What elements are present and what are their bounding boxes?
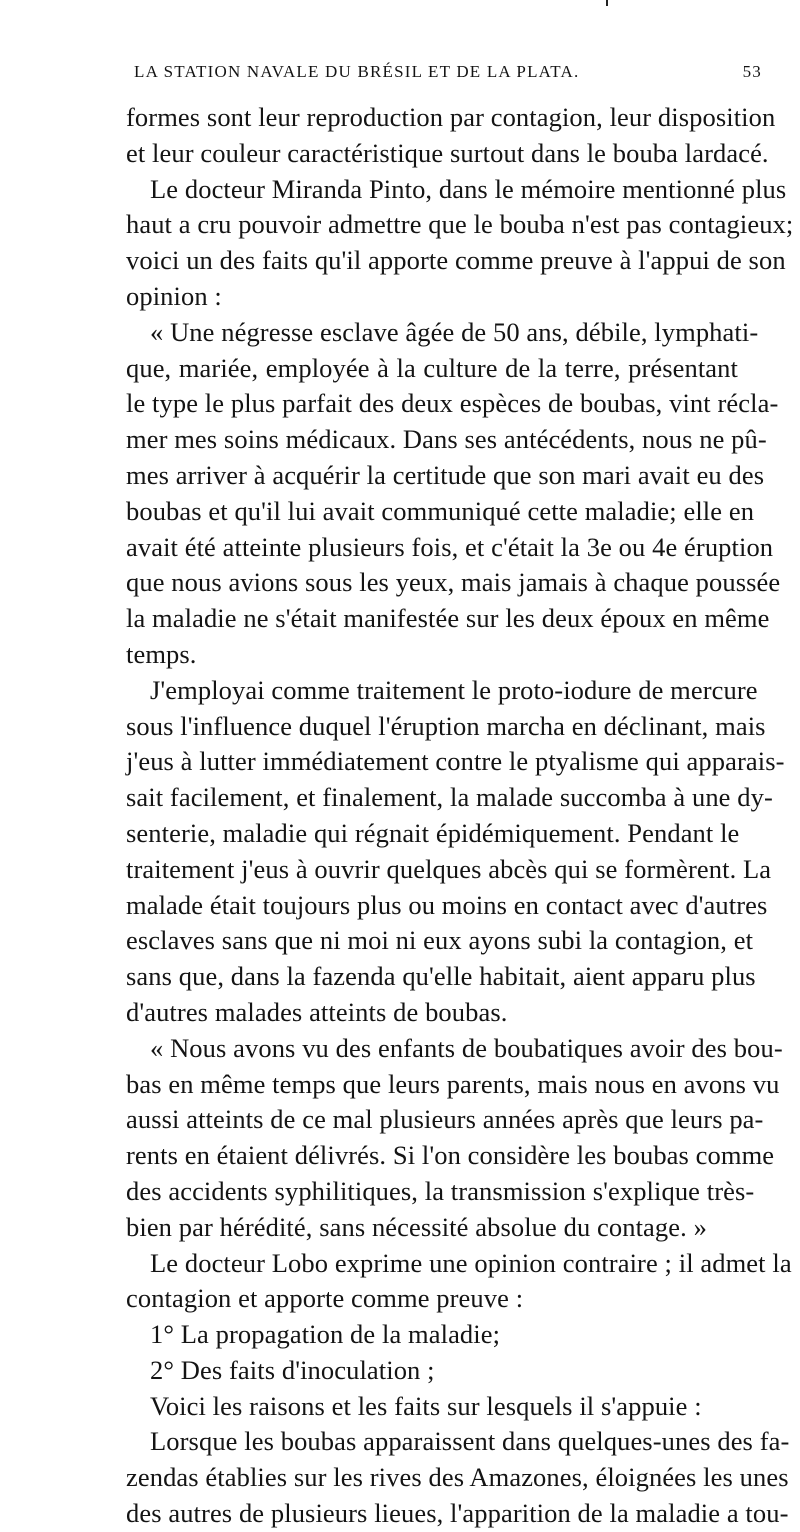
text-line: Voici les raisons et les faits sur lesquels il s'appuie :: [150, 1390, 702, 1421]
page-number: 53: [742, 62, 762, 81]
text-line: sous l'influence duquel l'éruption marcha en déclinant, mais: [126, 710, 766, 741]
text-line: haut a cru pouvoir admettre que le bouba n'est pas contagieux;: [126, 209, 794, 240]
text-line: que nous avions sous les yeux, mais jamais à chaque poussée: [126, 567, 781, 598]
page-edge-mark: [606, 0, 608, 6]
text-line: Lorsque les boubas apparaissent dans quelques-unes des fa-: [150, 1426, 790, 1457]
text-line: j'eus à lutter immédiatement contre le ptyalisme qui apparais-: [126, 746, 785, 777]
text-line: temps.: [126, 638, 197, 669]
text-line: d'autres malades atteints de boubas.: [126, 996, 508, 1027]
text-line: boubas et qu'il lui avait communiqué cette maladie; elle en: [126, 495, 755, 526]
body-text: [126, 100, 794, 1532]
text-line: esclaves sans que ni moi ni eux ayons subi la contagion, et: [126, 925, 754, 956]
text-line: 1° La propagation de la maladie;: [150, 1319, 501, 1350]
text-line: Le docteur Miranda Pinto, dans le mémoire mentionné plus: [150, 173, 787, 204]
text-line: zendas établies sur les rives des Amazones, éloignées les unes: [126, 1462, 789, 1493]
text-line: bien par hérédité, sans nécessité absolue du contage. »: [126, 1211, 707, 1242]
text-line: Le docteur Lobo exprime une opinion contraire ; il admet la: [150, 1247, 792, 1278]
running-title: LA STATION NAVALE DU BRÉSIL ET DE LA PLATA.: [134, 62, 580, 81]
text-line: mes arriver à acquérir la certitude que son mari avait eu des: [126, 459, 765, 490]
text-line: opinion :: [126, 280, 222, 311]
text-line: le type le plus parfait des deux espèces de boubas, vint récla-: [126, 388, 779, 419]
text-line: avait été atteinte plusieurs fois, et c'était la 3e ou 4e éruption: [126, 531, 774, 562]
text-line: que, mariée, employée à la culture de la terre, présentant: [126, 352, 738, 383]
text-line: aussi atteints de ce mal plusieurs années après que leurs pa-: [126, 1104, 764, 1135]
text-line: formes sont leur reproduction par contagion, leur disposition: [126, 102, 776, 132]
text-line: des autres de plusieurs lieues, l'apparition de la maladie a tou-: [126, 1498, 789, 1529]
text-line: J'employai comme traitement le proto-iodure de mercure: [150, 674, 758, 705]
text-line: et leur couleur caractéristique surtout dans le bouba lardacé.: [126, 137, 769, 168]
text-line: 2° Des faits d'inoculation ;: [150, 1354, 435, 1385]
text-line: des accidents syphilitiques, la transmission s'explique très-: [126, 1175, 755, 1206]
text-line: mer mes soins médicaux. Dans ses antécédents, nous ne pû-: [126, 424, 767, 455]
text-line: rents en étaient délivrés. Si l'on considère les boubas comme: [126, 1140, 775, 1171]
text-line: sans que, dans la fazenda qu'elle habitait, aient apparu plus: [126, 961, 756, 992]
text-line: la maladie ne s'était manifestée sur les deux époux en même: [126, 603, 770, 634]
text-line: sait facilement, et finalement, la malade succomba à une dy-: [126, 782, 773, 813]
text-line: traitement j'eus à ouvrir quelques abcès qui se formèrent. La: [126, 853, 772, 884]
text-line: voici un des faits qu'il apporte comme preuve à l'appui de son: [126, 245, 786, 276]
text-line: « Une négresse esclave âgée de 50 ans, débile, lymphati-: [150, 316, 759, 347]
text-line: malade était toujours plus ou moins en contact avec d'autres: [126, 889, 768, 920]
text-line: senterie, maladie qui régnait épidémiquement. Pendant le: [126, 817, 740, 848]
text-line: bas en même temps que leurs parents, mais nous en avons vu: [126, 1068, 780, 1099]
running-header: [120, 62, 786, 94]
text-line: « Nous avons vu des enfants de boubatiques avoir des bou-: [150, 1032, 783, 1063]
text-line: contagion et apporte comme preuve :: [126, 1283, 524, 1314]
